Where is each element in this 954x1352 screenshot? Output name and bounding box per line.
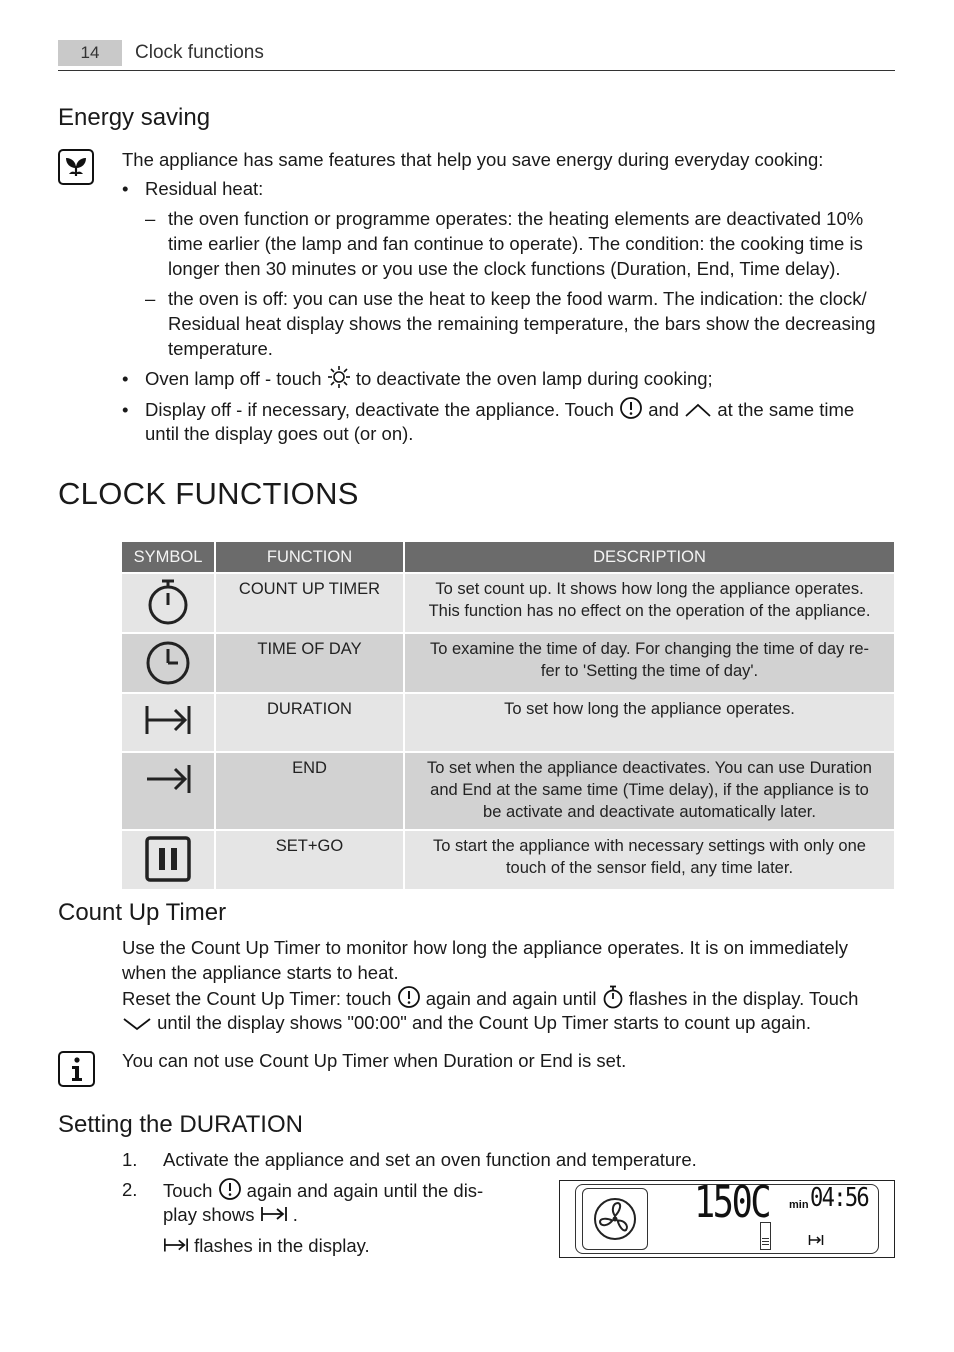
display-off-text-3: at the same time: [712, 398, 855, 420]
step-2-number: 2.: [122, 1179, 138, 1200]
residual-heat-label: Residual heat:: [145, 178, 264, 199]
info-icon: [58, 1051, 95, 1087]
count-up-timer-heading: Count Up Timer: [58, 899, 227, 926]
residual-dash2-line2: Residual heat display shows the remaining temperature, the bars show the decreasing: [168, 313, 876, 334]
step-2-text-5: flashes in the display.: [189, 1235, 370, 1256]
stopwatch-icon: [145, 578, 191, 626]
reset-label: Reset the Count Up Timer:: [122, 987, 342, 1009]
duration-icon: [163, 1235, 189, 1260]
duration-indicator-icon: [808, 1233, 824, 1251]
residual-dash2-line3: temperature.: [168, 338, 273, 359]
table-row: [122, 753, 894, 829]
function-cell: SET+GO: [216, 831, 403, 889]
chevron-down-icon: [122, 1012, 152, 1037]
function-cell: COUNT UP TIMER: [216, 574, 403, 632]
residual-dash2-line1: the oven is off: you can use the heat to keep the food warm. The indication: the clock/: [168, 288, 867, 309]
table-row: [122, 634, 894, 692]
symbol-cell: [122, 634, 214, 692]
function-cell: END: [216, 753, 403, 829]
display-min-label: min: [789, 1199, 809, 1211]
table-header-row: [122, 542, 894, 572]
timer-button-icon: [619, 396, 643, 426]
residual-dash1-line1: the oven function or programme operates: the heating elements are deactivated 10%: [168, 208, 864, 229]
description-cell: To set how long the appliance operates.: [405, 694, 894, 751]
step-2-line2: [163, 1202, 298, 1229]
table-row: [122, 694, 894, 751]
reset-text-4: until the display shows "00:00" and the Count Up Timer starts to count up again.: [152, 1012, 811, 1033]
step-2-line3: [163, 1233, 370, 1260]
description-cell: To set count up. It shows how long the appliance operates. This function has no effect on the operation of the appliance.: [405, 574, 894, 632]
count-up-line2: when the appliance starts to heat.: [122, 962, 399, 983]
display-off-line2: until the display goes out (or on).: [145, 423, 414, 444]
set-go-icon: [144, 835, 192, 883]
table-row: [122, 831, 894, 889]
symbol-cell: [122, 694, 214, 751]
reset-text-1: touch: [341, 987, 397, 1009]
chevron-up-icon: [684, 399, 712, 424]
bullet-residual-heat: • Residual heat:: [122, 178, 264, 199]
col-header-symbol: SYMBOL: [122, 542, 214, 572]
description-cell: To set when the appliance deactivates. You can use Duration and End at the same time (Time delay), if the appliance is to be activate and deactivate automatically later.: [405, 753, 894, 829]
reset-text-3: flashes in the display. Touch: [623, 987, 859, 1009]
setting-duration-heading: Setting the DURATION: [58, 1111, 303, 1138]
residual-dash1-line3: longer then 30 minutes or you use the clock functions (Duration, End, Time delay).: [168, 258, 841, 279]
residual-dash1-line2: time earlier (the lamp and fan continue to operate). The condition: the cooking time is: [168, 233, 863, 254]
oven-lamp-text-1: - touch: [259, 368, 327, 389]
bullet-display-off: • Display off - if necessary, deactivate the appliance. Touch and at the same time: [122, 396, 854, 426]
function-cell: TIME OF DAY: [216, 634, 403, 692]
oven-lamp-text-2: to deactivate the oven lamp during cooking;: [350, 368, 713, 389]
bullet-oven-lamp-off: • Oven lamp off - touch to deactivate the oven lamp during cooking;: [122, 366, 713, 394]
duration-icon: [143, 698, 193, 742]
clock-icon: [145, 638, 191, 686]
step-2-text-1: Touch: [163, 1179, 218, 1201]
oven-lamp-off-label: Oven lamp off: [145, 368, 260, 389]
header-divider: [58, 70, 895, 71]
step-2-text-2: again and again until the dis-: [241, 1179, 484, 1201]
residual-dash-1: – the oven function or programme operates: the heating elements are deactivated 10% time earlier (the lamp and fan continue to operate). The condition: the cooking time is longer then 30 minutes or you use the clock functions (Duration, End, Time delay).: [145, 208, 864, 279]
leaf-energy-icon: [58, 149, 94, 185]
energy-intro: The appliance has same features that help you save energy during everyday cooking:: [122, 149, 824, 170]
end-icon: [143, 757, 193, 801]
duration-icon: [260, 1204, 288, 1229]
display-off-text-1: - if necessary, deactivate the appliance. Touch: [231, 398, 620, 420]
lamp-icon: [327, 366, 351, 394]
step-1-number: 1.: [122, 1149, 138, 1170]
residual-heat-bar-icon: [760, 1222, 771, 1250]
clock-functions-title: CLOCK FUNCTIONS: [58, 476, 359, 511]
function-cell: DURATION: [216, 694, 403, 751]
col-header-function: FUNCTION: [216, 542, 403, 572]
step-1-text: Activate the appliance and set an oven function and temperature.: [163, 1149, 697, 1170]
running-header: Clock functions: [135, 42, 264, 63]
display-time: 04:56: [810, 1183, 869, 1213]
display-off-text-2: and: [643, 398, 685, 420]
reset-count-up-line2: [122, 1010, 811, 1037]
col-header-description: DESCRIPTION: [405, 542, 894, 572]
fan-icon: [582, 1188, 648, 1250]
description-cell: To start the appliance with necessary settings with only one touch of the sensor field, any time later.: [405, 831, 894, 889]
oven-display-illustration: [559, 1177, 895, 1258]
count-up-line1: Use the Count Up Timer to monitor how long the appliance operates. It is on immediately: [122, 937, 848, 958]
description-cell: To examine the time of day. For changing the time of day re- fer to 'Setting the time of day'.: [405, 634, 894, 692]
clock-functions-table: [120, 540, 896, 891]
page-number: 14: [58, 40, 122, 66]
reset-text-2: again and again until: [420, 987, 602, 1009]
display-temperature: 150C: [694, 1177, 770, 1228]
table-row: [122, 574, 894, 632]
display-off-label: Display off: [145, 398, 232, 420]
symbol-cell: [122, 831, 214, 889]
residual-dash-2: – the oven is off: you can use the heat to keep the food warm. The indication: the clock/ Residual heat display shows the remaining temperature, the bars show the decreasing temperature.: [145, 288, 876, 359]
symbol-cell: [122, 574, 214, 632]
step-2-text-3: play shows: [163, 1204, 260, 1225]
step-2-text-4: .: [287, 1204, 298, 1225]
info-note: You can not use Count Up Timer when Duration or End is set.: [122, 1050, 627, 1071]
energy-saving-heading: Energy saving: [58, 104, 211, 131]
symbol-cell: [122, 753, 214, 829]
